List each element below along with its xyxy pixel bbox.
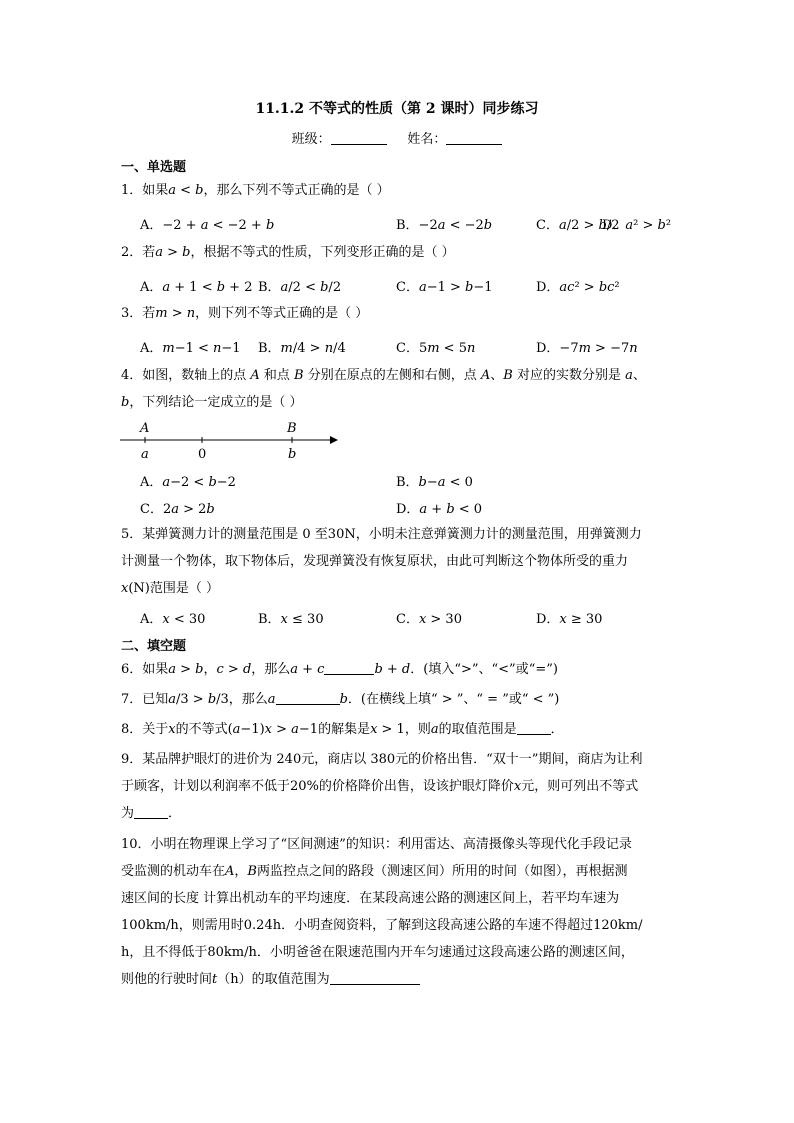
- question-10-line1: 10．小明在物理课上学习了“区间测速”的知识：利用雷达、高清摄像头等现代化手段记录: [121, 837, 632, 852]
- q1-option-c[interactable]: C．𝑎/2 > 𝑏/2: [536, 218, 620, 233]
- question-1-stem: 1．如果𝑎 < 𝑏，那么下列不等式正确的是（ ）: [121, 183, 390, 198]
- label-point-a: 𝐴: [140, 421, 150, 436]
- question-2-stem: 2．若𝑎 > 𝑏，根据不等式的性质，下列变形正确的是（ ）: [121, 245, 455, 260]
- question-5-stem-line2: 计测量一个物体，取下物体后，发现弹簧没有恢复原状，由此可判断这个物体所受的重力: [121, 554, 629, 569]
- question-7: [121, 686, 681, 713]
- q8-part1: 8．关于𝑥的不等式(𝑎−1)𝑥 > 𝑎−1的解集是𝑥 > 1，则𝑎的取值范围是: [121, 722, 517, 737]
- q9-answer-blank[interactable]: [134, 806, 168, 819]
- q2-option-c[interactable]: C．𝑎−1 > 𝑏−1: [396, 280, 493, 295]
- q3-option-b[interactable]: B．𝑚/4 > 𝑛/4: [258, 341, 346, 356]
- q3-option-c[interactable]: C．5𝑚 < 5𝑛: [396, 341, 476, 356]
- question-5-stem-line1: 5．某弹簧测力计的测量范围是 0 至30N，小明未注意弹簧测力计的测量范围，用弹簧测力: [121, 527, 642, 542]
- q1-option-b[interactable]: B．−2𝑎 < −2𝑏: [396, 218, 493, 233]
- section-fill-blank: 二、填空题: [121, 639, 187, 654]
- label-value-a: 𝑎: [141, 447, 149, 462]
- question-10-line5: h，且不得低于80km/h．小明爸爸在限速范围内开车匀速通过这段高速公路的测速区间，: [121, 945, 634, 960]
- question-4-stem-line1: 4．如图，数轴上的点 𝐴 和点 𝐵 分别在原点的左侧和右侧，点 𝐴、𝐵 对应的实数分别是 𝑎、: [121, 368, 646, 383]
- question-10-line3: 速区间的长度 计算出机动车的平均速度．在某段高速公路的测速区间上，若平均车速为: [121, 891, 620, 906]
- label-zero: 0: [198, 447, 207, 462]
- q10-line6-text: 则他的行驶时间𝑡（h）的取值范围为: [121, 972, 330, 987]
- q7-answer-blank[interactable]: [276, 692, 340, 705]
- class-blank[interactable]: [331, 132, 387, 145]
- name-blank[interactable]: [446, 132, 502, 145]
- q6-part2: 𝑏 + 𝑑．(填入“>”、“<”或“=”): [374, 662, 558, 677]
- question-10-line6: [121, 966, 681, 993]
- number-line-arrow: [330, 436, 338, 444]
- class-label: 班级：: [291, 132, 331, 147]
- section-single-choice: 一、单选题: [121, 160, 187, 175]
- question-4-options-row1: [140, 471, 680, 491]
- question-3-options: [140, 337, 680, 357]
- q1-option-a[interactable]: A．−2 + 𝑎 < −2 + 𝑏: [140, 218, 275, 233]
- name-label: 姓名：: [407, 132, 447, 147]
- q10-answer-blank[interactable]: [330, 972, 420, 985]
- q2-option-b[interactable]: B．𝑎/2 < 𝑏/2: [258, 280, 342, 295]
- q5-option-b[interactable]: B．𝑥 ≤ 30: [258, 612, 324, 627]
- class-name-line: [0, 128, 794, 147]
- label-point-b: 𝐵: [287, 421, 297, 436]
- q7-part1: 7．已知𝑎/3 > 𝑏/3，那么𝑎: [121, 692, 276, 707]
- q6-answer-blank[interactable]: [324, 662, 374, 675]
- q4-option-a[interactable]: A．𝑎−2 < 𝑏−2: [140, 475, 236, 490]
- q7-part2: 𝑏．(在横线上填“ > ”、“ = ”或“ < ”): [339, 692, 560, 707]
- question-1-options: [140, 214, 680, 234]
- question-6: [121, 656, 681, 683]
- worksheet-title: 11.1.2 不等式的性质（第 2 课时）同步练习: [255, 101, 539, 117]
- q2-option-d[interactable]: D．𝑎𝑐² > 𝑏𝑐²: [536, 280, 620, 295]
- q4-option-b[interactable]: B．𝑏−𝑎 < 0: [396, 475, 473, 490]
- q8-part2: ．: [550, 722, 564, 737]
- question-4-stem-line2: 𝑏，下列结论一定成立的是（ ）: [121, 395, 303, 410]
- question-9-line3: [121, 800, 681, 827]
- number-line-figure: [118, 418, 338, 462]
- q5-option-c[interactable]: C．𝑥 > 30: [396, 612, 462, 627]
- q9-line3-text: 为: [121, 806, 135, 821]
- q4-option-c[interactable]: C．2𝑎 > 2𝑏: [140, 502, 215, 517]
- question-2-options: [140, 276, 680, 296]
- question-9-line2: 于顾客，计划以利润率不低于20%的价格降价出售，设该护眼灯降价𝑥元，则可列出不等式: [121, 779, 639, 794]
- question-4-options-row2: [140, 498, 680, 518]
- q4-option-d[interactable]: D．𝑎 + 𝑏 < 0: [396, 502, 483, 517]
- question-8: [121, 716, 681, 743]
- q3-option-d[interactable]: D．−7𝑚 > −7𝑛: [536, 341, 638, 356]
- q8-answer-blank[interactable]: [517, 722, 551, 735]
- q3-option-a[interactable]: A．𝑚−1 < 𝑛−1: [140, 341, 241, 356]
- question-3-stem: 3．若𝑚 > 𝑛，则下列不等式正确的是（ ）: [121, 306, 369, 321]
- question-9-line1: 9．某品牌护眼灯的进价为 240元，商店以 380元的价格出售．“双十一”期间，商店为让利: [121, 752, 643, 767]
- question-10-line2: 受监测的机动车在𝐴，𝐵两监控点之间的路段（测速区间）所用的时间（如图），再根据测: [121, 864, 628, 879]
- label-value-b: 𝑏: [288, 447, 297, 462]
- q6-part1: 6．如果𝑎 > 𝑏，𝑐 > 𝑑，那么𝑎 + 𝑐: [121, 662, 325, 677]
- q1-option-d[interactable]: D．𝑎² > 𝑏²: [602, 218, 672, 233]
- question-5-options: [140, 608, 680, 628]
- q2-option-a[interactable]: A．𝑎 + 1 < 𝑏 + 2: [140, 280, 253, 295]
- q9-line3-end: ．: [168, 806, 182, 821]
- question-5-stem-line3: 𝑥(N)范围是（ ）: [121, 581, 219, 596]
- question-10-line4: 100km/h，则需用时0.24h．小明查阅资料，了解到这段高速公路的车速不得超过120km/: [121, 918, 643, 933]
- q5-option-d[interactable]: D．𝑥 ≥ 30: [536, 612, 603, 627]
- q5-option-a[interactable]: A．𝑥 < 30: [140, 612, 206, 627]
